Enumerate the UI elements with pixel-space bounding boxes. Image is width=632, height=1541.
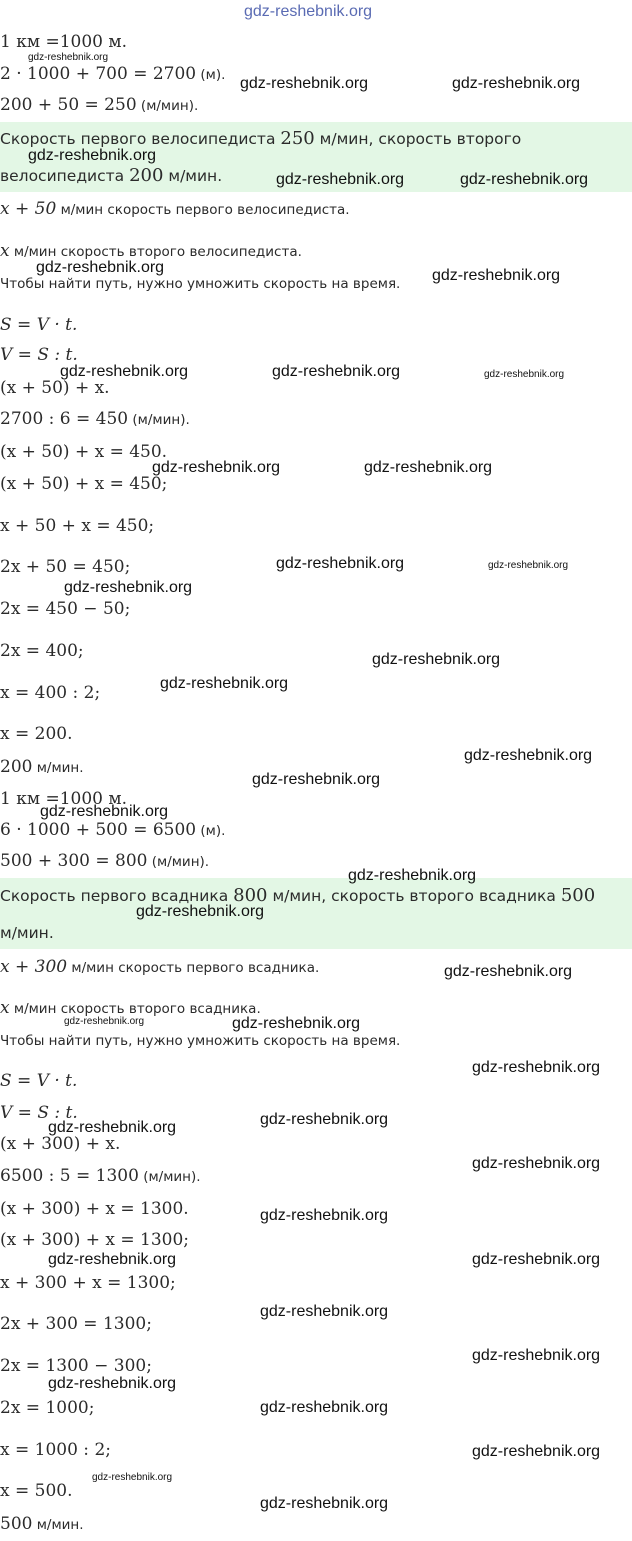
watermark: gdz-reshebnik.org: [372, 651, 501, 668]
p1-solve-step-1: (x + 50) + x = 450;: [0, 474, 168, 494]
watermark: gdz-reshebnik.org: [260, 1111, 389, 1128]
p2-first-speed-text: м/мин скорость первого всадника.: [67, 960, 320, 976]
p1-total-speed-math: 2700 : 6 = 450: [0, 409, 129, 429]
watermark: gdz-reshebnik.org: [252, 771, 381, 788]
p1-line-speed-sum: [0, 95, 198, 116]
p2-answer-number-second: 500: [560, 885, 596, 906]
p1-answer-text-b: м/мин, скорость второго: [314, 130, 522, 148]
p2-equation: (x + 300) + x = 1300.: [0, 1199, 189, 1219]
p2-solve-result: x = 500.: [0, 1481, 73, 1501]
watermark: gdz-reshebnik.org: [28, 52, 109, 63]
watermark: gdz-reshebnik.org: [152, 459, 281, 476]
watermark: gdz-reshebnik.org: [232, 1015, 361, 1032]
watermark: gdz-reshebnik.org: [136, 903, 265, 920]
p1-answer-number-first: 250: [280, 128, 315, 149]
p1-solve-result: x = 200.: [0, 724, 73, 744]
p2-answer-text-b: м/мин, скорость второго всадника: [267, 887, 561, 905]
p1-km-conversion: 1 км =1000 м.: [0, 32, 128, 52]
watermark: gdz-reshebnik.org: [260, 1399, 389, 1416]
watermark: gdz-reshebnik.org: [488, 560, 569, 571]
watermark: gdz-reshebnik.org: [28, 147, 157, 164]
watermark: gdz-reshebnik.org: [472, 1155, 601, 1172]
p1-line-total-speed: [0, 409, 190, 430]
watermark: gdz-reshebnik.org: [64, 1016, 145, 1027]
p1-distance-expression: 2 · 1000 + 700 = 2700: [0, 64, 197, 84]
p1-line-km: [0, 32, 127, 52]
p1-answer-line-1: [0, 129, 521, 149]
p1-formula-s: S = V · t.: [0, 315, 78, 335]
watermark: gdz-reshebnik.org: [276, 171, 405, 188]
p2-speed-sum-unit: (м/мин).: [147, 854, 210, 870]
p2-line-first-speed: [0, 957, 319, 978]
p2-solve-step-2: x + 300 + x = 1300;: [0, 1273, 176, 1293]
p1-total-speed-unit: (м/мин).: [128, 412, 190, 428]
watermark: gdz-reshebnik.org: [464, 747, 593, 764]
p1-answer-text-c: велосипедиста: [0, 167, 130, 185]
p1-equation: (x + 50) + x = 450.: [0, 442, 168, 462]
watermark: gdz-reshebnik.org: [472, 1347, 601, 1364]
watermark: gdz-reshebnik.org: [92, 1472, 173, 1483]
p1-answer-number-second: 200: [129, 165, 164, 186]
p1-rule-text: Чтобы найти путь, нужно умножить скорость на время.: [0, 276, 401, 292]
watermark: gdz-reshebnik.org: [48, 1251, 177, 1268]
p1-second-speed-text: м/мин скорость второго велосипедиста.: [9, 244, 302, 260]
p1-solve-step-3: 2x + 50 = 450;: [0, 557, 131, 577]
watermark: gdz-reshebnik.org: [64, 579, 193, 596]
p2-rule-text: Чтобы найти путь, нужно умножить скорость на время.: [0, 1033, 401, 1049]
p2-distance-unit: (м).: [196, 823, 226, 839]
watermark: gdz-reshebnik.org: [260, 1303, 389, 1320]
p2-line-total-speed: [0, 1166, 201, 1187]
p2-answer-line-1: [0, 886, 595, 906]
p1-sum-expression: (x + 50) + x.: [0, 378, 110, 398]
watermark: gdz-reshebnik.org: [240, 75, 369, 92]
p2-first-speed-math: x + 300: [0, 957, 68, 977]
watermark: gdz-reshebnik.org: [48, 1375, 177, 1392]
p2-solve-step-5: 2x = 1000;: [0, 1398, 95, 1418]
p1-solve-step-5: 2x = 400;: [0, 641, 84, 661]
p2-speed-sum-expression: 500 + 300 = 800: [0, 851, 148, 871]
watermark: gdz-reshebnik.org: [472, 1251, 601, 1268]
p2-answer-text-a: Скорость первого всадника: [0, 887, 234, 905]
watermark: gdz-reshebnik.org: [272, 363, 401, 380]
watermark: gdz-reshebnik.org: [36, 259, 165, 276]
p2-sum-expression: (x + 300) + x.: [0, 1134, 121, 1154]
p2-answer-line-2: [0, 923, 54, 943]
p2-line-distance: [0, 820, 225, 841]
p1-distance-unit: (м).: [196, 67, 226, 83]
p1-answer-text-a: Скорость первого велосипедиста: [0, 130, 281, 148]
watermark: gdz-reshebnik.org: [452, 75, 581, 92]
p2-second-speed-math: x: [0, 998, 10, 1018]
p2-answer-text-c: м/мин.: [0, 924, 54, 942]
p1-solve-step-4: 2x = 450 − 50;: [0, 599, 131, 619]
p2-answer-number: 500: [0, 1514, 33, 1534]
watermark: gdz-reshebnik.org: [444, 963, 573, 980]
watermark: gdz-reshebnik.org: [244, 3, 373, 20]
p2-answer-unit: м/мин.: [32, 1517, 84, 1533]
p2-second-speed-text: м/мин скорость второго всадника.: [9, 1001, 261, 1017]
p1-line-answer: [0, 757, 84, 778]
watermark: gdz-reshebnik.org: [260, 1207, 389, 1224]
watermark: gdz-reshebnik.org: [432, 267, 561, 284]
p1-first-speed-math: x + 50: [0, 199, 57, 219]
watermark: gdz-reshebnik.org: [472, 1443, 601, 1460]
p2-total-speed-unit: (м/мин).: [138, 1169, 201, 1185]
p2-answer-number-first: 800: [233, 885, 268, 906]
p2-formula-s: S = V · t.: [0, 1071, 78, 1091]
watermark: gdz-reshebnik.org: [460, 171, 589, 188]
p1-answer-unit: м/мин.: [32, 760, 84, 776]
p2-total-speed-math: 6500 : 5 = 1300: [0, 1166, 139, 1186]
p2-answer-highlight: [0, 878, 632, 949]
watermark: gdz-reshebnik.org: [60, 363, 189, 380]
p1-answer-line-2: [0, 166, 222, 186]
p1-speed-sum-expression: 200 + 50 = 250: [0, 95, 137, 115]
watermark: gdz-reshebnik.org: [364, 459, 493, 476]
p2-formula-v: V = S : t.: [0, 1103, 78, 1123]
watermark: gdz-reshebnik.org: [472, 1059, 601, 1076]
watermark: gdz-reshebnik.org: [276, 555, 405, 572]
p1-speed-sum-unit: (м/мин).: [136, 98, 199, 114]
watermark: gdz-reshebnik.org: [160, 675, 289, 692]
watermark: gdz-reshebnik.org: [48, 1119, 177, 1136]
watermark: gdz-reshebnik.org: [484, 369, 565, 380]
p1-second-speed-math: x: [0, 241, 10, 261]
p1-first-speed-text: м/мин скорость первого велосипедиста.: [56, 202, 350, 218]
watermark: gdz-reshebnik.org: [260, 1495, 389, 1512]
p1-line-first-speed: [0, 199, 350, 220]
p2-solve-step-1: (x + 300) + x = 1300;: [0, 1230, 190, 1250]
p1-answer-number: 200: [0, 757, 33, 777]
p2-solve-step-6: x = 1000 : 2;: [0, 1440, 111, 1460]
p1-answer-text-d: м/мин.: [163, 167, 223, 185]
p1-formula-v: V = S : t.: [0, 345, 78, 365]
watermark: gdz-reshebnik.org: [348, 867, 477, 884]
watermark: gdz-reshebnik.org: [40, 803, 169, 820]
p2-solve-step-3: 2x + 300 = 1300;: [0, 1314, 152, 1334]
p2-km-conversion: 1 км =1000 м.: [0, 789, 128, 809]
p1-solve-step-6: x = 400 : 2;: [0, 683, 101, 703]
p2-line-answer: [0, 1514, 84, 1535]
p2-line-speed-sum: [0, 851, 209, 872]
p2-solve-step-4: 2x = 1300 − 300;: [0, 1356, 152, 1376]
p2-distance-expression: 6 · 1000 + 500 = 6500: [0, 820, 197, 840]
p1-solve-step-2: x + 50 + x = 450;: [0, 516, 155, 536]
p1-line-distance: [0, 64, 225, 85]
p2-line-rule: [0, 1030, 400, 1051]
